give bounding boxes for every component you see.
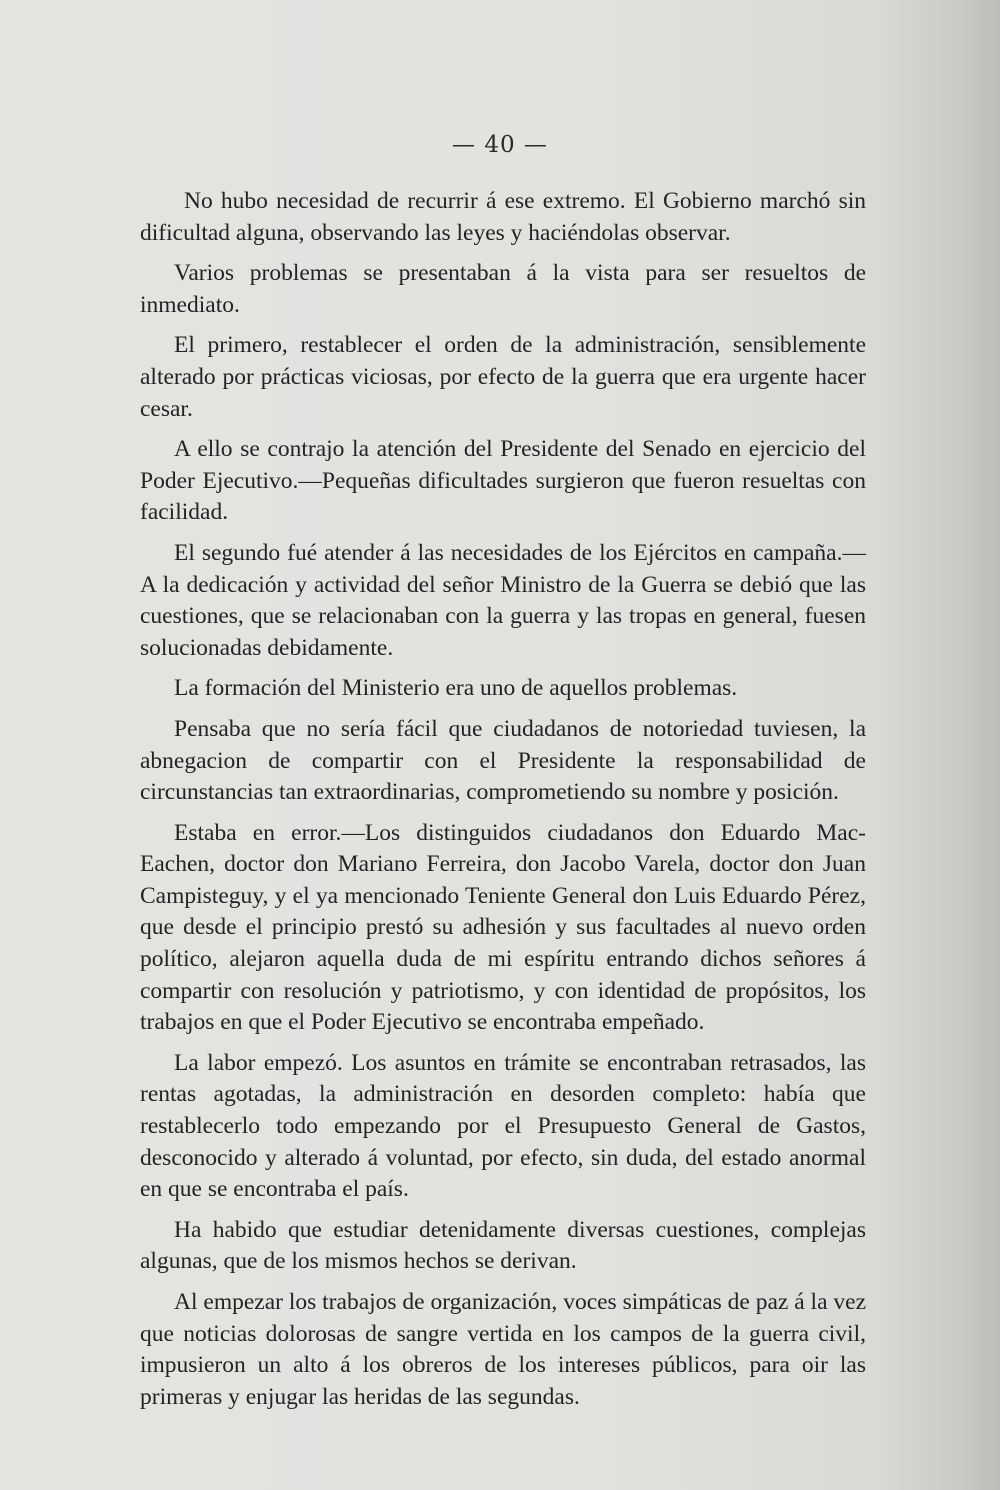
paragraph: El segundo fué atender á las necesidades de los Ejércitos en campaña.—A la dedicación y actividad del señor Ministro de la Guerra se debió que las cuestiones, que se relacionaban con la guerra y las tropas en general, fuesen solucionadas debidamente. bbox=[140, 539, 866, 661]
paragraph: A ello se contrajo la atención del Presidente del Senado en ejercicio del Poder Ejecutivo.—Pequeñas dificultades surgieron que fueron resueltas con facilidad. bbox=[140, 436, 866, 526]
paragraph: Ha habido que estudiar detenidamente diversas cuestiones, complejas algunas, que de los mismos hechos se derivan. bbox=[140, 1216, 866, 1275]
paragraph: El primero, restablecer el orden de la administración, sensiblemente alterado por prácticas viciosas, por efecto de la guerra que era urgente hacer cesar. bbox=[140, 332, 866, 422]
paragraph: La formación del Ministerio era uno de aquellos problemas. bbox=[174, 675, 738, 702]
page-number: — 40 — bbox=[452, 132, 548, 158]
paragraph: Estaba en error.—Los distinguidos ciudadanos don Eduardo Mac-Eachen, doctor don Mariano Ferreira, don Jacobo Varela, doctor don Juan Campisteguy, y el ya mencionado Teniente General don Luis Eduardo Pérez, que desde el principio prestó su adhesión y sus facultades al nuevo orden político, alejaron aquella duda de mi espíritu entrando dichos señores á compartir con resolución y patriotismo, y con identidad de propósitos, los trabajos en que el Poder Ejecutivo se encontraba empeñado. bbox=[140, 819, 866, 1036]
paragraph: Al empezar los trabajos de organización, voces simpáticas de paz á la vez que noticias dolorosas de sangre vertida en los campos de la guerra civil, impusieron un alto á los obreros de los intereses públicos, para oir las primeras y enjugar las heridas de las segundas. bbox=[140, 1289, 866, 1410]
paragraph: La labor empezó. Los asuntos en trámite se encontraban retrasados, las rentas agotadas, la administración en desorden completo: había que restablecerlo todo empezando por el Presupuesto General de Gastos, desconocido y alterado á voluntad, por efecto, sin duda, del estado anormal en que se encontraba el país. bbox=[140, 1049, 866, 1203]
paragraph: Pensaba que no sería fácil que ciudadanos de notoriedad tuviesen, la abnegacion de compartir con el Presidente la responsabilidad de circunstancias tan extraordinarias, comprometiendo su nombre y posición. bbox=[140, 715, 866, 806]
body-text bbox=[140, 186, 866, 1422]
paragraph: Varios problemas se presentaban á la vista para ser resueltos de inmediato. bbox=[140, 260, 866, 318]
paragraph: No hubo necesidad de recurrir á ese extremo. El Gobierno marchó sin dificultad alguna, observando las leyes y haciéndolas observar. bbox=[140, 188, 866, 246]
